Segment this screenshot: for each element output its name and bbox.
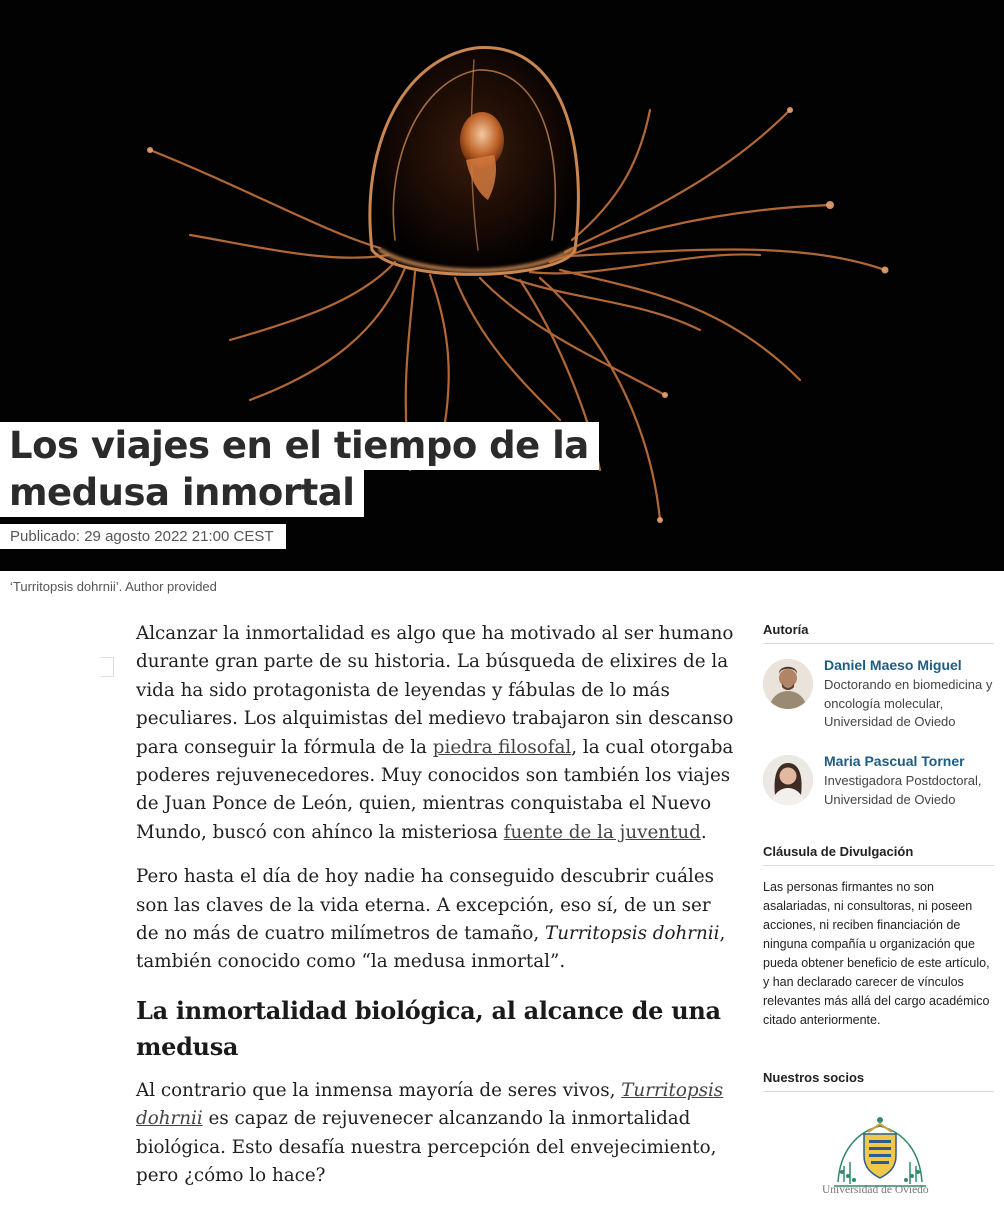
partners-heading: Nuestros socios: [763, 1070, 994, 1092]
author-name-link[interactable]: Maria Pascual Torner: [824, 753, 965, 769]
link-piedra-filosofal[interactable]: piedra filosofal: [432, 736, 572, 758]
author-name-link[interactable]: Daniel Maeso Miguel: [824, 657, 962, 673]
partner-logo-label: Universidad de Oviedo: [822, 1184, 929, 1196]
avatar[interactable]: [763, 755, 813, 805]
image-caption: ‘Turritopsis dohrnii’. Author provided: [10, 579, 217, 594]
person-icon: [763, 755, 813, 805]
hero-image: [0, 0, 1004, 571]
author-role: Doctorando en biomedicina y oncología molecular, Universidad de Oviedo: [824, 677, 993, 729]
authorship-heading: Autoría: [763, 622, 994, 644]
person-icon: [763, 659, 813, 709]
title-line-1: Los viajes en el tiempo de la: [0, 422, 599, 470]
jellyfish-bell: [370, 48, 578, 275]
author-card: [763, 656, 994, 752]
author-card: [763, 752, 994, 844]
link-turritopsis[interactable]: Turritopsis dohrnii: [136, 1079, 724, 1130]
section-heading: La inmortalidad biológica, al alcance de una medusa: [136, 995, 721, 1061]
paragraph-1: Alcanzar la inmortalidad es algo que ha motivado al ser humano durante gran parte de su historia. La búsqueda de elixires de la vida ha sido protagonista de leyendas y fábulas de lo más peculiares. Los alquimistas del medievo trabajaron sin descanso para conseguir la fórmula de la piedra filosofal, la cual otorgaba poderes rejuvenecedores. Muy conocidos son también los viajes de Juan Ponce de León, quien, mientras conquistaba el Nuevo Mundo, buscó con ahínco la misteriosa fuente de la juventud.: [136, 623, 734, 843]
link-fuente-juventud[interactable]: fuente de la juventud: [503, 821, 701, 843]
title-line-2: medusa inmortal: [0, 469, 364, 517]
article-body: [136, 620, 736, 1207]
share-bar-edge[interactable]: [101, 657, 114, 677]
publish-date: Publicado: 29 agosto 2022 21:00 CEST: [0, 524, 286, 549]
sidebar: [763, 622, 994, 1104]
paragraph-3: Al contrario que la inmensa mayoría de seres vivos, Turritopsis dohrnii es capaz de rejuvenecer alcanzando la inmortalidad biológica. Esto desafía nuestra percepción del envejecimiento, pero ¿cómo lo hace?: [136, 1079, 724, 1187]
article-title: [0, 422, 599, 517]
avatar[interactable]: [763, 659, 813, 709]
author-role: Investigadora Postdoctoral, Universidad de Oviedo: [824, 773, 982, 807]
paragraph-2: Pero hasta el día de hoy nadie ha conseguido descubrir cuáles son las claves de la vida eterna. A excepción, eso sí, de un ser de no más de cuatro milímetros de tamaño, Turritopsis dohrnii, también conocido como “la medusa inmortal”.: [136, 866, 726, 973]
disclosure-heading: Cláusula de Divulgación: [763, 844, 994, 866]
disclosure-text: Las personas firmantes no son asalariadas, ni consultoras, ni poseen acciones, ni reciben financiación de ninguna compañía u organización que pueda obtener beneficio de este artículo, y han declarado carecer de vínculos relevantes más allá del cargo académico citado anteriormente.: [763, 880, 990, 1027]
